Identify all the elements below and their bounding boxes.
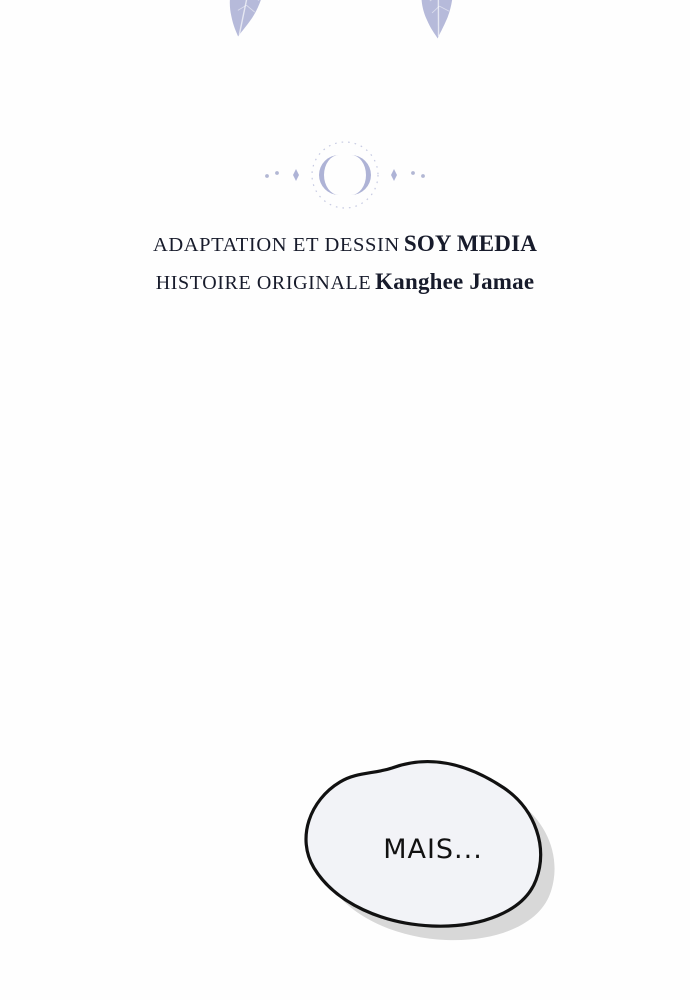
speech-bubble-text: MAIS... xyxy=(383,833,483,865)
credit-role-adaptation: ADAPTATION ET DESSIN xyxy=(152,234,400,256)
dot-decoration xyxy=(265,171,425,178)
credit-name-author: Kanghee Jamae xyxy=(375,268,535,294)
feather-icon-right xyxy=(416,0,459,40)
crescent-moons-icon xyxy=(319,155,371,195)
moon-divider xyxy=(0,130,690,220)
speech-bubble xyxy=(300,752,570,952)
feather-icon-left xyxy=(226,0,269,39)
credit-line-original-story xyxy=(0,266,690,297)
credit-name-studio: SOY MEDIA xyxy=(403,231,538,256)
feather-decoration xyxy=(0,0,690,70)
credit-role-original-story: HISTOIRE ORIGINALE xyxy=(155,271,372,294)
credits-block xyxy=(0,228,690,297)
sparkle-icon xyxy=(287,169,403,181)
credit-line-adaptation xyxy=(0,228,690,260)
